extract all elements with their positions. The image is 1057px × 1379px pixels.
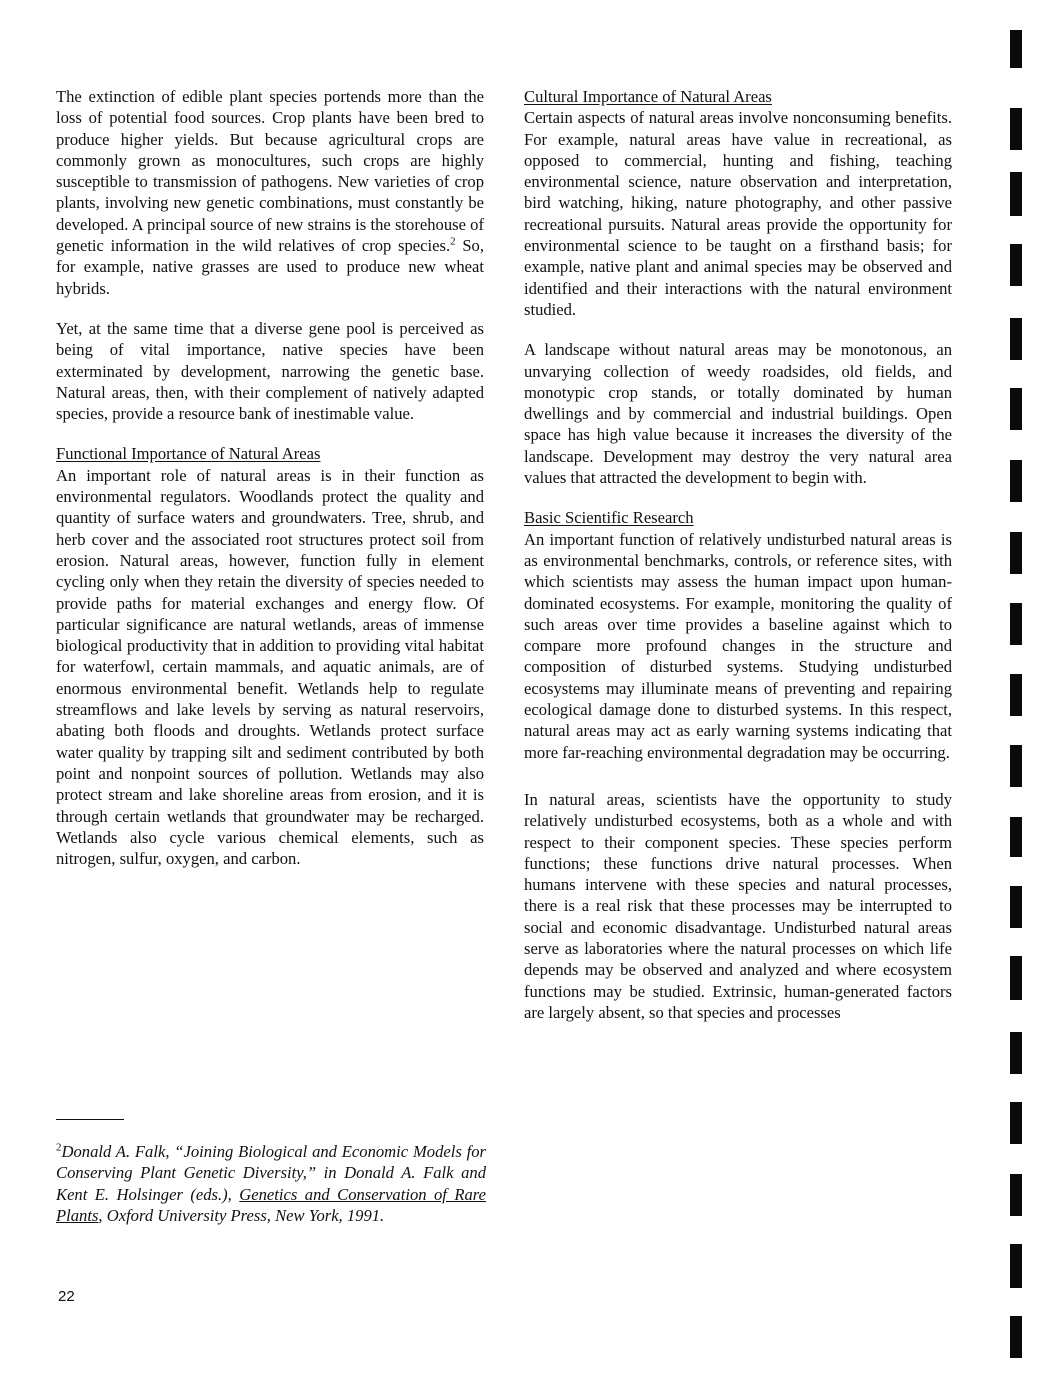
- footnote-marker: 2: [56, 1141, 62, 1154]
- paragraph-basic-research: An important function of relatively undisturbed natural areas is as environmental benchmarks, controls, or reference sites, with which scientists may assess the human impact upon human-dominated ecosystems. For example, monitoring the quality of such areas over time provides a baseline against which to compare more profound changes in the structure and composition of disturbed systems. Studying undisturbed ecosystems may illuminate means of preventing and repairing ecological damage done to disturbed systems. In this respect, natural areas may act as early warning systems indicating that more far-reaching environmental degradation may be occurring.: [524, 529, 952, 762]
- page-number: 22: [58, 1288, 75, 1305]
- binding-mark: [1010, 30, 1022, 68]
- binding-mark: [1010, 956, 1022, 1000]
- paragraph-landscape: A landscape without natural areas may be monotonous, an unvarying collection of weedy roadsides, old fields, and monotypic crop stands, or totally dominated by human dwellings and by commercial and industrial buildings. Open space has high value because it increases the diversity of the landscape. Development may destroy the very natural area values that attracted the development to begin with.: [524, 340, 952, 488]
- binding-mark: [1010, 532, 1022, 574]
- binding-marks: [1010, 0, 1050, 1379]
- heading-functional-importance: Functional Importance of Natural Areas: [56, 444, 321, 464]
- binding-mark: [1010, 1032, 1022, 1074]
- binding-mark: [1010, 108, 1022, 150]
- binding-mark: [1010, 460, 1022, 502]
- binding-mark: [1010, 1316, 1022, 1358]
- paragraph-functional-importance: An important role of natural areas is in their function as environmental regulators. Woodlands protect the quality and quantity of surface waters and groundwaters. Tree, shrub, and herb cover and the associated root structures protect soil from erosion. Natural areas, however, function fully in element cycling only when they retain the diversity of species needed to provide paths for material exchanges and energy flow. Of particular significance are natural wetlands, areas of immense biological productivity that in addition to providing vital habitat for waterfowl, certain mammals, and aquatic animals, are of enormous environmental benefit. Wetlands help to regulate streamflows and lake levels by serving as natural reservoirs, abating both floods and droughts. Wetlands protect surface water quality by trapping silt and sediment contributed by both point and nonpoint sources of pollution. Wetlands may also protect stream and lake shoreline areas from erosion, and it is through certain wetlands that groundwater may be recharged. Wetlands also cycle various chemical elements, such as nitrogen, sulfur, oxygen, and carbon.: [56, 465, 484, 869]
- left-column: [56, 86, 484, 869]
- binding-mark: [1010, 1102, 1022, 1144]
- binding-mark: [1010, 244, 1022, 286]
- binding-mark: [1010, 603, 1022, 645]
- paragraph-extinction: The extinction of edible plant species portends more than the loss of potential food sources. Crop plants have been bred to produce higher yields. But because agricultural crops are commonly grown as monocultures, such crops are highly susceptible to transmission of pathogens. New varieties of crop plants, involving new genetic combinations, must constantly be developed. A principal source of new strains is the storehouse of genetic information in the wild relatives of crop species.$^2$ So, for example, native grasses are used to produce new wheat hybrids.: [56, 87, 484, 298]
- binding-mark: [1010, 172, 1022, 216]
- binding-mark: [1010, 745, 1022, 787]
- binding-mark: [1010, 674, 1022, 716]
- right-column: [524, 86, 952, 1023]
- binding-mark: [1010, 1244, 1022, 1288]
- paragraph-gene-pool: Yet, at the same time that a diverse gene pool is perceived as being of vital importance, native species have been exterminated by development, narrowing the genetic base. Natural areas, then, with their complement of natively adapted species, provide a resource bank of inestimable value.: [56, 318, 484, 424]
- footnote: $^2$Donald A. Falk, “Joining Biological and Economic Models for Conserving Plant Genetic Diversity,” in Donald A. Falk and Kent E. Holsinger (eds.), Genetics and Conservation of Rare Plants, Oxford University Press, New York, 1991.: [56, 1141, 486, 1225]
- footnote-book-title: Genetics and Conservation of Rare Plants: [56, 1184, 486, 1225]
- binding-mark: [1010, 388, 1022, 430]
- binding-mark: [1010, 886, 1022, 928]
- footnote-ref-2: 2: [450, 235, 456, 248]
- heading-cultural-importance: Cultural Importance of Natural Areas: [524, 87, 772, 106]
- binding-mark: [1010, 318, 1022, 360]
- paragraph-cultural-importance: Certain aspects of natural areas involve nonconsuming benefits. For example, natural areas have value in recreational, as opposed to commercial, hunting and fishing, teaching environmental science, nature observation and interpretation, bird watching, hiking, nature photography, and other passive recreational pursuits. Natural areas provide the opportunity for environmental science to be taught on a firsthand basis; for example, native plant and animal species may be observed and identified and their interactions with the natural environment studied.: [524, 108, 952, 319]
- binding-mark: [1010, 817, 1022, 857]
- footnote-rule: [56, 1119, 124, 1120]
- binding-mark: [1010, 1174, 1022, 1216]
- heading-basic-research: Basic Scientific Research: [524, 508, 694, 528]
- paragraph-scientists-opportunity: In natural areas, scientists have the opportunity to study relatively undisturbed ecosystems, both as a whole and with respect to their component species. These species perform functions; these functions drive natural processes. When humans intervene with these species and natural processes, there is a real risk that these processes may be interrupted to social and economic disadvantage. Undisturbed natural areas serve as laboratories where the natural processes on which life depends may be observed and analyzed and where ecosystem functions may be studied. Extrinsic, human-generated factors are largely absent, so that species and processes: [524, 789, 952, 1022]
